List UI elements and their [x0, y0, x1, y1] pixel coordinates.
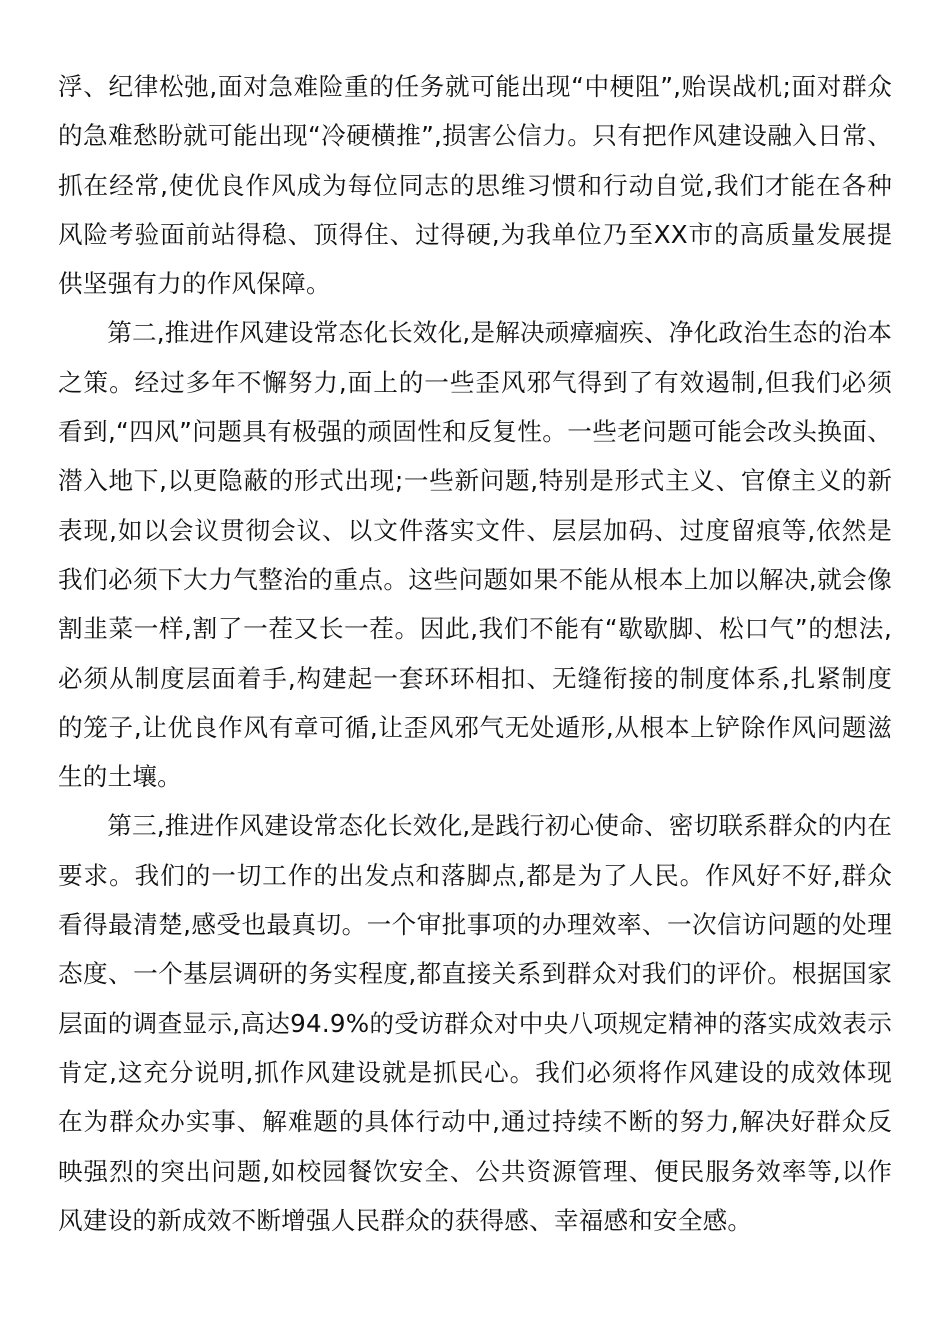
paragraph-2: 第二,推进作风建设常态化长效化,是解决顽瘴痼疾、净化政治生态的治本之策。经过多年不懈努力,面上的一些歪风邪气得到了有效遏制,但我们必须看到,“四风”问题具有极强的顽固性和反复性。一些老问题可能会改头换面、潜入地下,以更隐蔽的形式出现;一些新问题,特别是形式主义、官僚主义的新表现,如以会议贯彻会议、以文件落实文件、层层加码、过度留痕等,依然是我们必须下大力气整治的重点。这些问题如果不能从根本上加以解决,就会像割韭菜一样,割了一茬又长一茬。因此,我们不能有“歇歇脚、松口气”的想法,必须从制度层面着手,构建起一套环环相扣、无缝衔接的制度体系,扎紧制度的笼子,让优良作风有章可循,让歪风邪气无处遁形,从根本上铲除作风问题滋生的土壤。 — [58, 318, 892, 792]
paragraph-1: 浮、纪律松弛,面对急难险重的任务就可能出现“中梗阻”,贻误战机;面对群众的急难愁盼就可能出现“冷硬横推”,损害公信力。只有把作风建设融入日常、抓在经常,使优良作风成为每位同志的思维习惯和行动自觉,我们才能在各种风险考验面前站得稳、顶得住、过得硬,为我单位乃至XX市的高质量发展提供坚强有力的作风保障。 — [58, 72, 892, 299]
paragraph-3: 第三,推进作风建设常态化长效化,是践行初心使命、密切联系群众的内在要求。我们的一切工作的出发点和落脚点,都是为了人民。作风好不好,群众看得最清楚,感受也最真切。一个审批事项的办理效率、一次信访问题的处理态度、一个基层调研的务实程度,都直接关系到群众对我们的评价。根据国家层面的调查显示,高达94.9%的受访群众对中央八项规定精神的落实成效表示肯定,这充分说明,抓作风建设就是抓民心。我们必须将作风建设的成效体现在为群众办实事、解难题的具体行动中,通过持续不断的努力,解决好群众反映强烈的突出问题,如校园餐饮安全、公共资源管理、便民服务效率等,以作风建设的新成效不断增强人民群众的获得感、幸福感和安全感。 — [58, 811, 892, 1235]
document-page — [58, 62, 892, 1245]
